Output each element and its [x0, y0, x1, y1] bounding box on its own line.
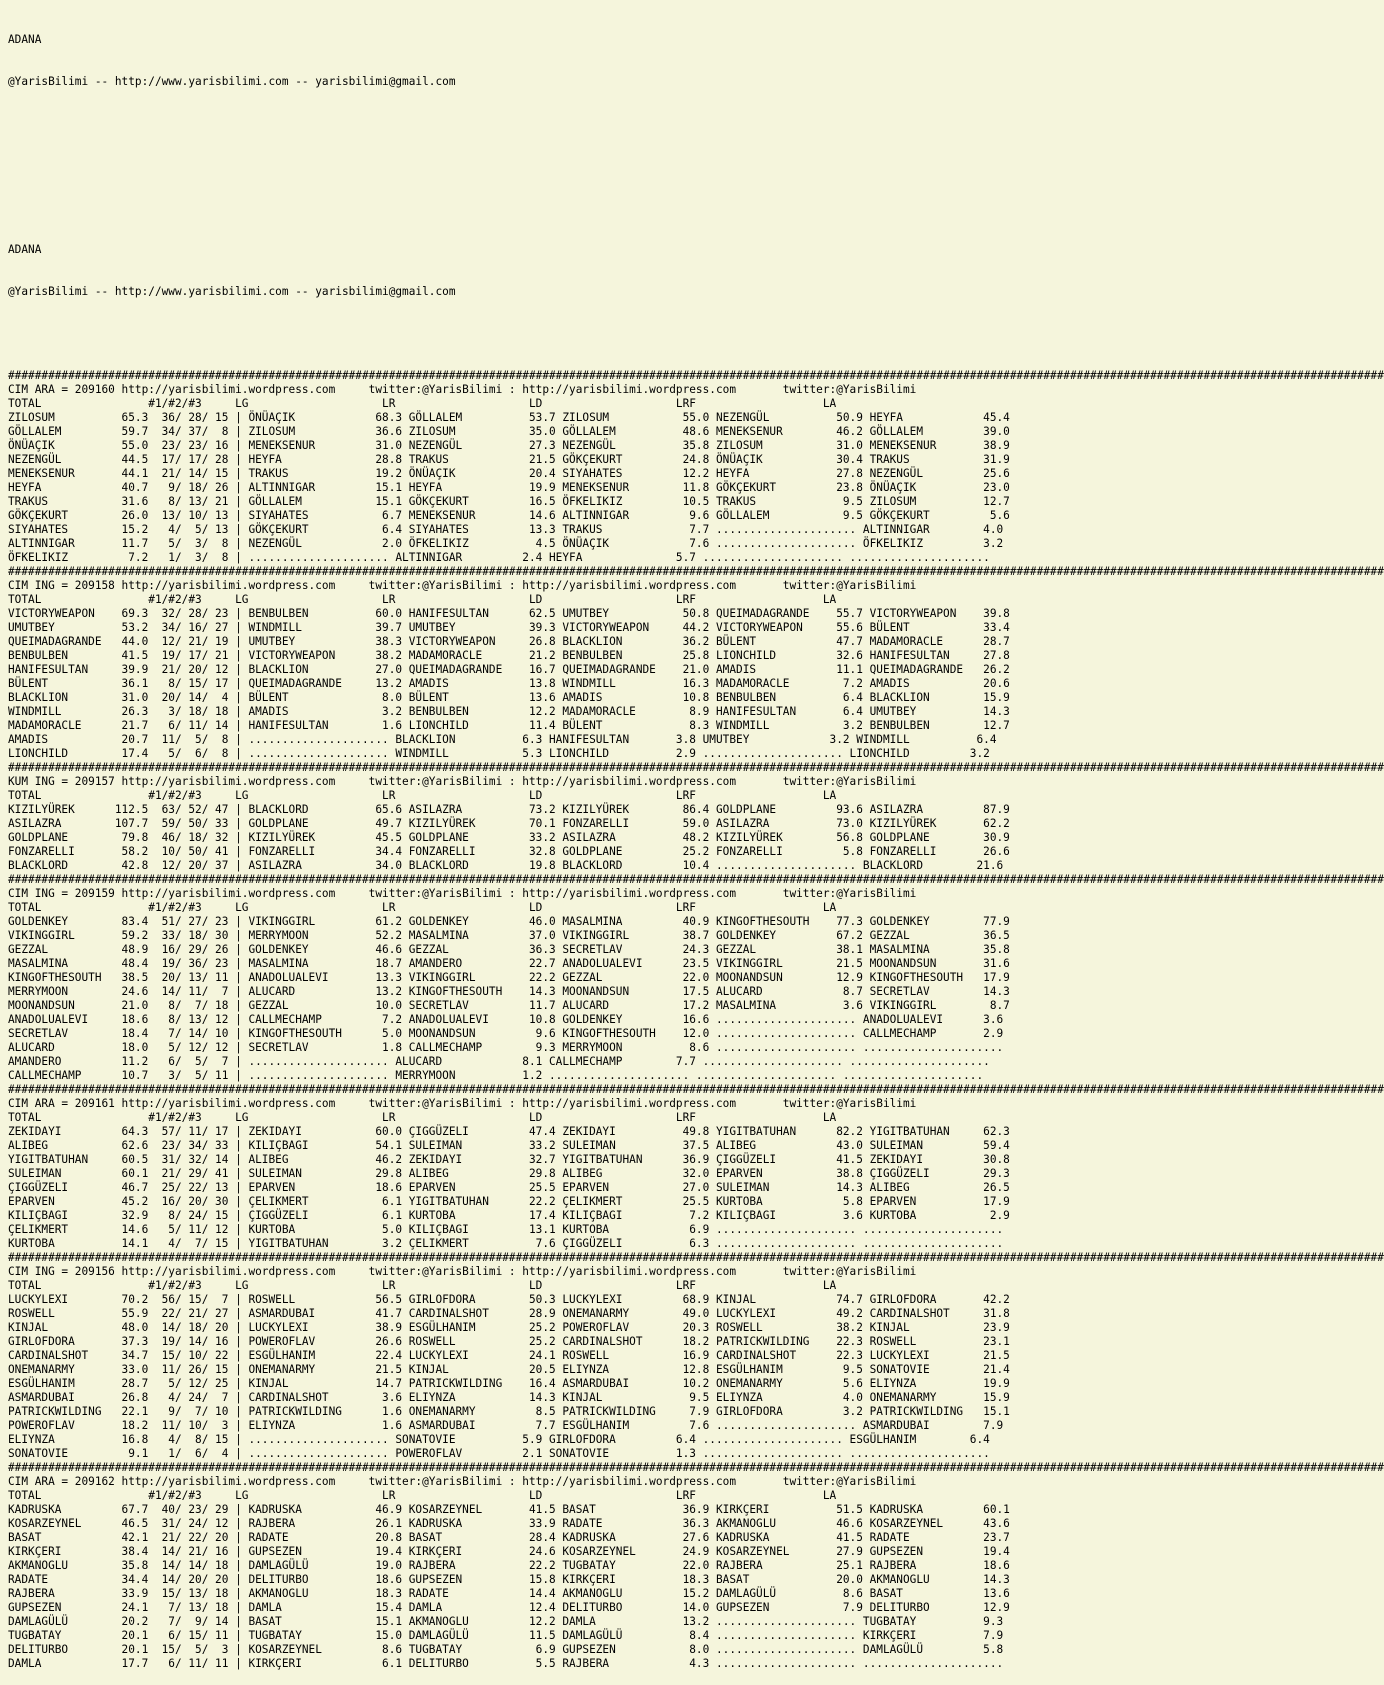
header-contact: @YarisBilimi -- http://www.yarisbilimi.com -- yarisbilimi@gmail.com [8, 75, 456, 88]
result-row: DAMLAGÜLÜ 20.2 7/ 9/ 14 | BASAT 15.1 AKMANOGLU 12.2 DAMLA 13.2 ..................... TUGBATAY 9.3 [8, 1615, 1004, 1628]
separator-line: ############################################################################################################################################################################################################## [8, 1461, 1384, 1474]
result-row: GUPSEZEN 24.1 7/ 13/ 18 | DAMLA 15.4 DAMLA 12.4 DELITURBO 14.0 GUPSEZEN 7.9 DELITURBO 12.9 [8, 1601, 1010, 1614]
result-row: SULEIMAN 60.1 21/ 29/ 41 | SULEIMAN 29.8 ALIBEG 29.8 ALIBEG 32.0 EPARVEN 38.8 ÇIGGÜZELI 29.3 [8, 1167, 1010, 1180]
result-row: HEYFA 40.7 9/ 18/ 26 | ALTINNIGAR 15.1 HEYFA 19.9 MENEKSENUR 11.8 GÖKÇEKURT 23.8 ÖNÜAÇIK 23.0 [8, 481, 1010, 494]
result-row: POWEROFLAV 18.2 11/ 10/ 3 | ELIYNZA 1.6 ASMARDUBAI 7.7 ESGÜLHANIM 7.6 ..................... ASMARDUBAI 7.9 [8, 1419, 1004, 1432]
result-row: ÇELIKMERT 14.6 5/ 11/ 12 | KURTOBA 5.0 KILIÇBAGI 13.1 KURTOBA 6.9 ..................... ..................... [8, 1223, 1004, 1236]
race-block [8, 887, 1071, 1083]
result-row: SONATOVIE 9.1 1/ 6/ 4 | ..................... POWEROFLAV 2.1 SONATOVIE 1.3 ..................... ..................... [8, 1447, 990, 1460]
race-title-line: KUM ING = 209157 http://yarisbilimi.wordpress.com twitter:@YarisBilimi : http://yarisbilimi.wordpress.com twitter:@YarisBilimi [8, 775, 917, 788]
result-row: VICTORYWEAPON 69.3 32/ 28/ 23 | BENBULBEN 60.0 HANIFESULTAN 62.5 UMUTBEY 50.8 QUEIMADAGRANDE 55.7 VICTORYWEAPON 39.8 [8, 607, 1010, 620]
result-row: CALLMECHAMP 10.7 3/ 5/ 11 | ..................... MERRYMOON 1.2 ..................... ..................... ..................... [8, 1069, 984, 1082]
result-row: RAJBERA 33.9 15/ 13/ 18 | AKMANOGLU 18.3 RADATE 14.4 AKMANOGLU 15.2 DAMLAGÜLÜ 8.6 BASAT 13.6 [8, 1587, 1010, 1600]
result-row: ELIYNZA 16.8 4/ 8/ 15 | ..................... SONATOVIE 5.9 GIRLOFDORA 6.4 ..................... ESGÜLHANIM 6.4 [8, 1433, 990, 1446]
result-row: HANIFESULTAN 39.9 21/ 20/ 12 | BLACKLION 27.0 QUEIMADAGRANDE 16.7 QUEIMADAGRANDE 21.0 AMADIS 11.1 QUEIMADAGRANDE 26.2 [8, 663, 1010, 676]
result-row: TRAKUS 31.6 8/ 13/ 21 | GÖLLALEM 15.1 GÖKÇEKURT 16.5 ÖFKELIKIZ 10.5 TRAKUS 9.5 ZILOSUM 12.7 [8, 495, 1010, 508]
result-row: ÇIGGÜZELI 46.7 25/ 22/ 13 | EPARVEN 18.6 EPARVEN 25.5 EPARVEN 27.0 SULEIMAN 14.3 ALIBEG 26.5 [8, 1181, 1010, 1194]
result-row: ASMARDUBAI 26.8 4/ 24/ 7 | CARDINALSHOT 3.6 ELIYNZA 14.3 KINJAL 9.5 ELIYNZA 4.0 ONEMANARMY 15.9 [8, 1391, 1010, 1404]
result-row: ALUCARD 18.0 5/ 12/ 12 | SECRETLAV 1.8 CALLMECHAMP 9.3 MERRYMOON 8.6 ..................... ..................... [8, 1041, 1004, 1054]
result-row: KADRUSKA 67.7 40/ 23/ 29 | KADRUSKA 46.9 KOSARZEYNEL 41.5 BASAT 36.9 KIRKÇERI 51.5 KADRUSKA 60.1 [8, 1503, 1010, 1516]
separator-line: ############################################################################################################################################################################################################## [8, 761, 1384, 774]
result-row: KOSARZEYNEL 46.5 31/ 24/ 12 | RAJBERA 26.1 KADRUSKA 33.9 RADATE 36.3 AKMANOGLU 46.6 KOSARZEYNEL 43.6 [8, 1517, 1010, 1530]
result-row: CARDINALSHOT 34.7 15/ 10/ 22 | ESGÜLHANIM 22.4 LUCKYLEXI 24.1 ROSWELL 16.9 CARDINALSHOT 22.3 LUCKYLEXI 21.5 [8, 1349, 1010, 1362]
column-header-line: TOTAL #1/#2/#3 LG LR LD LRF LA [8, 789, 837, 802]
result-row: GÖLLALEM 59.7 34/ 37/ 8 | ZILOSUM 36.6 ZILOSUM 35.0 GÖLLALEM 48.6 MENEKSENUR 46.2 GÖLLALEM 39.0 [8, 425, 1010, 438]
race-report-page [8, 5, 1384, 1685]
result-row: AMADIS 20.7 11/ 5/ 8 | ..................... BLACKLION 6.3 HANIFESULTAN 3.8 UMUTBEY 3.2 WINDMILL 6.4 [8, 733, 997, 746]
result-row: ÖFKELIKIZ 7.2 1/ 3/ 8 | ..................... ALTINNIGAR 2.4 HEYFA 5.7 ..................... ..................... [8, 551, 990, 564]
race-title-line: CIM ARA = 209161 http://yarisbilimi.wordpress.com twitter:@YarisBilimi : http://yarisbilimi.wordpress.com twitter:@YarisBilimi [8, 1097, 917, 1110]
result-row: SECRETLAV 18.4 7/ 14/ 10 | KINGOFTHESOUTH 5.0 MOONANDSUN 9.6 KINGOFTHESOUTH 12.0 ..................... CALLMECHAMP 2.9 [8, 1027, 1004, 1040]
column-header-line: TOTAL #1/#2/#3 LG LR LD LRF LA [8, 1489, 837, 1502]
result-row: MERRYMOON 24.6 14/ 11/ 7 | ALUCARD 13.2 KINGOFTHESOUTH 14.3 MOONANDSUN 17.5 ALUCARD 8.7 SECRETLAV 14.3 [8, 985, 1010, 998]
separator-line: ############################################################################################################################################################################################################## [8, 369, 1384, 382]
result-row: SIYAHATES 15.2 4/ 5/ 13 | GÖKÇEKURT 6.4 SIYAHATES 13.3 TRAKUS 7.7 ..................... ALTINNIGAR 4.0 [8, 523, 1004, 536]
result-row: ROSWELL 55.9 22/ 21/ 27 | ASMARDUBAI 41.7 CARDINALSHOT 28.9 ONEMANARMY 49.0 LUCKYLEXI 49.2 CARDINALSHOT 31.8 [8, 1307, 1010, 1320]
result-row: KINGOFTHESOUTH 38.5 20/ 13/ 11 | ANADOLUALEVI 13.3 VIKINGGIRL 22.2 GEZZAL 22.0 MOONANDSUN 12.9 KINGOFTHESOUTH 17.9 [8, 971, 1010, 984]
spacer [8, 327, 1071, 341]
result-row: ASILAZRA 107.7 59/ 50/ 33 | GOLDPLANE 49.7 KIZILYÜREK 70.1 FONZARELLI 59.0 ASILAZRA 73.0 KIZILYÜREK 62.2 [8, 817, 1010, 830]
result-row: ALTINNIGAR 11.7 5/ 3/ 8 | NEZENGÜL 2.0 ÖFKELIKIZ 4.5 ÖNÜAÇIK 7.6 ..................... ÖFKELIKIZ 3.2 [8, 537, 1004, 550]
result-row: KIZILYÜREK 112.5 63/ 52/ 47 | BLACKLORD 65.6 ASILAZRA 73.2 KIZILYÜREK 86.4 GOLDPLANE 93.6 ASILAZRA 87.9 [8, 803, 1010, 816]
race-block [8, 579, 1071, 761]
header-city: ADANA [8, 33, 42, 46]
race-title-line: CIM ARA = 209162 http://yarisbilimi.wordpress.com twitter:@YarisBilimi : http://yarisbilimi.wordpress.com twitter:@YarisBilimi [8, 1475, 917, 1488]
header-contact-repeat: @YarisBilimi -- http://www.yarisbilimi.com -- yarisbilimi@gmail.com [8, 285, 456, 298]
result-row: MOONANDSUN 21.0 8/ 7/ 18 | GEZZAL 10.0 SECRETLAV 11.7 ALUCARD 17.2 MASALMINA 3.6 VIKINGGIRL 8.7 [8, 999, 1010, 1012]
race-title-line: CIM ING = 209156 http://yarisbilimi.wordpress.com twitter:@YarisBilimi : http://yarisbilimi.wordpress.com twitter:@YarisBilimi [8, 1265, 917, 1278]
result-row: TUGBATAY 20.1 6/ 15/ 11 | TUGBATAY 15.0 DAMLAGÜLÜ 11.5 DAMLAGÜLÜ 8.4 ..................... KIRKÇERI 7.9 [8, 1629, 1004, 1642]
result-row: ANADOLUALEVI 18.6 8/ 13/ 12 | CALLMECHAMP 7.2 ANADOLUALEVI 10.8 GOLDENKEY 16.6 ..................... ANADOLUALEVI 3.6 [8, 1013, 1004, 1026]
spacer [8, 159, 1071, 173]
race-title-line: CIM ARA = 209160 http://yarisbilimi.wordpress.com twitter:@YarisBilimi : http://yarisbilimi.wordpress.com twitter:@YarisBilimi [8, 383, 917, 396]
result-row: KINJAL 48.0 14/ 18/ 20 | LUCKYLEXI 38.9 ESGÜLHANIM 25.2 POWEROFLAV 20.3 ROSWELL 38.2 KINJAL 23.9 [8, 1321, 1010, 1334]
result-row: ONEMANARMY 33.0 11/ 26/ 15 | ONEMANARMY 21.5 KINJAL 20.5 ELIYNZA 12.8 ESGÜLHANIM 9.5 SONATOVIE 21.4 [8, 1363, 1010, 1376]
separator-line: ############################################################################################################################################################################################################## [8, 1251, 1384, 1264]
result-row: BÜLENT 36.1 8/ 15/ 17 | QUEIMADAGRANDE 13.2 AMADIS 13.8 WINDMILL 16.3 MADAMORACLE 7.2 AMADIS 20.6 [8, 677, 1010, 690]
result-row: EPARVEN 45.2 16/ 20/ 30 | ÇELIKMERT 6.1 YIGITBATUHAN 22.2 ÇELIKMERT 25.5 KURTOBA 5.8 EPARVEN 17.9 [8, 1195, 1010, 1208]
result-row: MASALMINA 48.4 19/ 36/ 23 | MASALMINA 18.7 AMANDERO 22.7 ANADOLUALEVI 23.5 VIKINGGIRL 21.5 MOONANDSUN 31.6 [8, 957, 1010, 970]
race-title-line: CIM ING = 209159 http://yarisbilimi.wordpress.com twitter:@YarisBilimi : http://yarisbilimi.wordpress.com twitter:@YarisBilimi [8, 887, 917, 900]
result-row: VIKINGGIRL 59.2 33/ 18/ 30 | MERRYMOON 52.2 MASALMINA 37.0 VIKINGGIRL 38.7 GOLDENKEY 67.2 GEZZAL 36.5 [8, 929, 1010, 942]
race-blocks [8, 369, 1384, 1671]
result-row: NEZENGÜL 44.5 17/ 17/ 28 | HEYFA 28.8 TRAKUS 21.5 GÖKÇEKURT 24.8 ÖNÜAÇIK 30.4 TRAKUS 31.9 [8, 453, 1010, 466]
column-header-line: TOTAL #1/#2/#3 LG LR LD LRF LA [8, 593, 837, 606]
result-row: ESGÜLHANIM 28.7 5/ 12/ 25 | KINJAL 14.7 PATRICKWILDING 16.4 ASMARDUBAI 10.2 ONEMANARMY 5.6 ELIYNZA 19.9 [8, 1377, 1010, 1390]
result-row: BASAT 42.1 21/ 22/ 20 | RADATE 20.8 BASAT 28.4 KADRUSKA 27.6 KADRUSKA 41.5 RADATE 23.7 [8, 1531, 1010, 1544]
column-header-line: TOTAL #1/#2/#3 LG LR LD LRF LA [8, 397, 837, 410]
separator-line: ############################################################################################################################################################################################################## [8, 873, 1384, 886]
result-row: GIRLOFDORA 37.3 19/ 14/ 16 | POWEROFLAV 26.6 ROSWELL 25.2 CARDINALSHOT 18.2 PATRICKWILDING 22.3 ROSWELL 23.1 [8, 1335, 1010, 1348]
result-row: DAMLA 17.7 6/ 11/ 11 | KIRKÇERI 6.1 DELITURBO 5.5 RAJBERA 4.3 ..................... ..................... [8, 1657, 1004, 1670]
result-row: MENEKSENUR 44.1 21/ 14/ 15 | TRAKUS 19.2 ÖNÜAÇIK 20.4 SIYAHATES 12.2 HEYFA 27.8 NEZENGÜL 25.6 [8, 467, 1010, 480]
race-block [8, 775, 1071, 873]
race-block [8, 1265, 1071, 1461]
result-row: GOLDENKEY 83.4 51/ 27/ 23 | VIKINGGIRL 61.2 GOLDENKEY 46.0 MASALMINA 40.9 KINGOFTHESOUTH 77.3 GOLDENKEY 77.9 [8, 915, 1010, 928]
result-row: BENBULBEN 41.5 19/ 17/ 21 | VICTORYWEAPON 38.2 MADAMORACLE 21.2 BENBULBEN 25.8 LIONCHILD 32.6 HANIFESULTAN 27.8 [8, 649, 1010, 662]
result-row: UMUTBEY 53.2 34/ 16/ 27 | WINDMILL 39.7 UMUTBEY 39.3 VICTORYWEAPON 44.2 VICTORYWEAPON 55.6 BÜLENT 33.4 [8, 621, 1010, 634]
result-row: LUCKYLEXI 70.2 56/ 15/ 7 | ROSWELL 56.5 GIRLOFDORA 50.3 LUCKYLEXI 68.9 KINJAL 74.7 GIRLOFDORA 42.2 [8, 1293, 1010, 1306]
race-block [8, 1475, 1071, 1671]
spacer [8, 201, 1071, 215]
spacer [8, 117, 1071, 131]
result-row: KURTOBA 14.1 4/ 7/ 15 | YIGITBATUHAN 3.2 ÇELIKMERT 7.6 ÇIGGÜZELI 6.3 ..................... ..................... [8, 1237, 1004, 1250]
result-row: ÖNÜAÇIK 55.0 23/ 23/ 16 | MENEKSENUR 31.0 NEZENGÜL 27.3 NEZENGÜL 35.8 ZILOSUM 31.0 MENEKSENUR 38.9 [8, 439, 1010, 452]
result-row: ZEKIDAYI 64.3 57/ 11/ 17 | ZEKIDAYI 60.0 ÇIGGÜZELI 47.4 ZEKIDAYI 49.8 YIGITBATUHAN 82.2 YIGITBATUHAN 62.3 [8, 1125, 1010, 1138]
separator-line: ############################################################################################################################################################################################################## [8, 565, 1384, 578]
column-header-line: TOTAL #1/#2/#3 LG LR LD LRF LA [8, 901, 837, 914]
race-block [8, 1097, 1071, 1251]
result-row: ALIBEG 62.6 23/ 34/ 33 | KILIÇBAGI 54.1 SULEIMAN 33.2 SULEIMAN 37.5 ALIBEG 43.0 SULEIMAN 59.4 [8, 1139, 1010, 1152]
race-block [8, 383, 1071, 565]
column-header-line: TOTAL #1/#2/#3 LG LR LD LRF LA [8, 1111, 837, 1124]
result-row: LIONCHILD 17.4 5/ 6/ 8 | ..................... WINDMILL 5.3 LIONCHILD 2.9 ..................... LIONCHILD 3.2 [8, 747, 990, 760]
result-row: GOLDPLANE 79.8 46/ 18/ 32 | KIZILYÜREK 45.5 GOLDPLANE 33.2 ASILAZRA 48.2 KIZILYÜREK 56.8 GOLDPLANE 30.9 [8, 831, 1010, 844]
result-row: BLACKLORD 42.8 12/ 20/ 37 | ASILAZRA 34.0 BLACKLORD 19.8 BLACKLORD 10.4 ..................... BLACKLORD 21.6 [8, 859, 1004, 872]
result-row: GÖKÇEKURT 26.0 13/ 10/ 13 | SIYAHATES 6.7 MENEKSENUR 14.6 ALTINNIGAR 9.6 GÖLLALEM 9.5 GÖKÇEKURT 5.6 [8, 509, 1010, 522]
result-row: BLACKLION 31.0 20/ 14/ 4 | BÜLENT 8.0 BÜLENT 13.6 AMADIS 10.8 BENBULBEN 6.4 BLACKLION 15.9 [8, 691, 1010, 704]
separator-line: ############################################################################################################################################################################################################## [8, 1083, 1384, 1096]
result-row: PATRICKWILDING 22.1 9/ 7/ 10 | PATRICKWILDING 1.6 ONEMANARMY 8.5 PATRICKWILDING 7.9 GIRLOFDORA 3.2 PATRICKWILDING 15.1 [8, 1405, 1010, 1418]
result-row: FONZARELLI 58.2 10/ 50/ 41 | FONZARELLI 34.4 FONZARELLI 32.8 GOLDPLANE 25.2 FONZARELLI 5.8 FONZARELLI 26.6 [8, 845, 1010, 858]
result-row: DELITURBO 20.1 15/ 5/ 3 | KOSARZEYNEL 8.6 TUGBATAY 6.9 GUPSEZEN 8.0 ..................... DAMLAGÜLÜ 5.8 [8, 1643, 1004, 1656]
result-row: KILIÇBAGI 32.9 8/ 24/ 15 | ÇIGGÜZELI 6.1 KURTOBA 17.4 KILIÇBAGI 7.2 KILIÇBAGI 3.6 KURTOBA 2.9 [8, 1209, 1010, 1222]
result-row: AKMANOGLU 35.8 14/ 14/ 18 | DAMLAGÜLÜ 19.0 RAJBERA 22.2 TUGBATAY 22.0 RAJBERA 25.1 RAJBERA 18.6 [8, 1559, 1010, 1572]
header-city-repeat: ADANA [8, 243, 42, 256]
result-row: RADATE 34.4 14/ 20/ 20 | DELITURBO 18.6 GUPSEZEN 15.8 KIRKÇERI 18.3 BASAT 20.0 AKMANOGLU 14.3 [8, 1573, 1010, 1586]
result-row: KIRKÇERI 38.4 14/ 21/ 16 | GUPSEZEN 19.4 KIRKÇERI 24.6 KOSARZEYNEL 24.9 KOSARZEYNEL 27.9 GUPSEZEN 19.4 [8, 1545, 1010, 1558]
result-row: ZILOSUM 65.3 36/ 28/ 15 | ÖNÜAÇIK 68.3 GÖLLALEM 53.7 ZILOSUM 55.0 NEZENGÜL 50.9 HEYFA 45.4 [8, 411, 1010, 424]
result-row: QUEIMADAGRANDE 44.0 12/ 21/ 19 | UMUTBEY 38.3 VICTORYWEAPON 26.8 BLACKLION 36.2 BÜLENT 47.7 MADAMORACLE 28.7 [8, 635, 1010, 648]
race-title-line: CIM ING = 209158 http://yarisbilimi.wordpress.com twitter:@YarisBilimi : http://yarisbilimi.wordpress.com twitter:@YarisBilimi [8, 579, 917, 592]
result-row: YIGITBATUHAN 60.5 31/ 32/ 14 | ALIBEG 46.2 ZEKIDAYI 32.7 YIGITBATUHAN 36.9 ÇIGGÜZELI 41.5 ZEKIDAYI 30.8 [8, 1153, 1010, 1166]
result-row: GEZZAL 48.9 16/ 29/ 26 | GOLDENKEY 46.6 GEZZAL 36.3 SECRETLAV 24.3 GEZZAL 38.1 MASALMINA 35.8 [8, 943, 1010, 956]
result-row: AMANDERO 11.2 6/ 5/ 7 | ..................... ALUCARD 8.1 CALLMECHAMP 7.7 ..................... ..................... [8, 1055, 990, 1068]
result-row: WINDMILL 26.3 3/ 18/ 18 | AMADIS 3.2 BENBULBEN 12.2 MADAMORACLE 8.9 HANIFESULTAN 6.4 UMUTBEY 14.3 [8, 705, 1010, 718]
result-row: MADAMORACLE 21.7 6/ 11/ 14 | HANIFESULTAN 1.6 LIONCHILD 11.4 BÜLENT 8.3 WINDMILL 3.2 BENBULBEN 12.7 [8, 719, 1010, 732]
column-header-line: TOTAL #1/#2/#3 LG LR LD LRF LA [8, 1279, 837, 1292]
